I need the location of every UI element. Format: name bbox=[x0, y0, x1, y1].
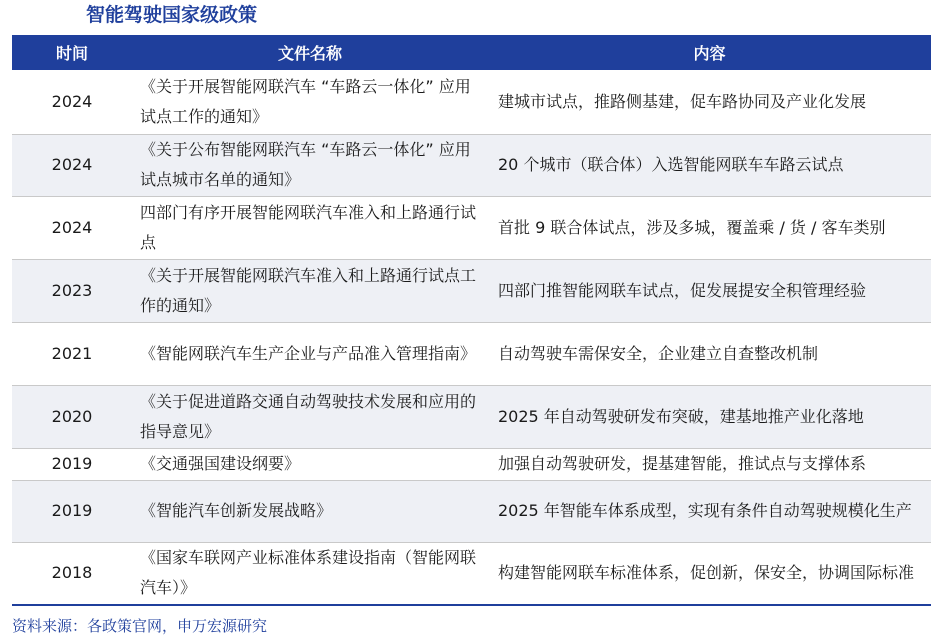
table-row bbox=[12, 448, 931, 480]
cell-content: 20 个城市（联合体）入选智能网联车车路云试点 bbox=[488, 134, 931, 196]
cell-file-name: 《交通强国建设纲要》 bbox=[132, 448, 488, 480]
column-header-time: 时间 bbox=[12, 35, 132, 70]
cell-time: 2018 bbox=[12, 542, 132, 605]
cell-time: 2019 bbox=[12, 448, 132, 480]
table-row bbox=[12, 134, 931, 196]
policy-table bbox=[12, 35, 931, 606]
table-header-row bbox=[12, 35, 931, 70]
cell-time: 2024 bbox=[12, 70, 132, 134]
cell-content: 四部门推智能网联车试点，促发展提安全积管理经验 bbox=[488, 259, 931, 322]
cell-content: 2025 年智能车体系成型，实现有条件自动驾驶规模化生产 bbox=[488, 480, 931, 542]
cell-file-name: 《关于公布智能网联汽车 “车路云一体化” 应用试点城市名单的通知》 bbox=[132, 134, 488, 196]
cell-time: 2020 bbox=[12, 385, 132, 448]
cell-file-name: 《关于促进道路交通自动驾驶技术发展和应用的指导意见》 bbox=[132, 385, 488, 448]
table-row bbox=[12, 259, 931, 322]
source-note: 资料来源：各政策官网，申万宏源研究 bbox=[12, 617, 268, 635]
cell-time: 2024 bbox=[12, 134, 132, 196]
cell-file-name: 《关于开展智能网联汽车准入和上路通行试点工作的通知》 bbox=[132, 259, 488, 322]
column-header-content: 内容 bbox=[488, 35, 931, 70]
cell-file-name: 《国家车联网产业标准体系建设指南（智能网联汽车）》 bbox=[132, 542, 488, 605]
table-row bbox=[12, 385, 931, 448]
cell-file-name: 《智能汽车创新发展战略》 bbox=[132, 480, 488, 542]
table-row bbox=[12, 196, 931, 259]
column-header-file-name: 文件名称 bbox=[132, 35, 488, 70]
cell-content: 首批 9 联合体试点，涉及多城，覆盖乘 / 货 / 客车类别 bbox=[488, 196, 931, 259]
policy-table-container bbox=[12, 35, 931, 606]
cell-content: 加强自动驾驶研发，提基建智能，推试点与支撑体系 bbox=[488, 448, 931, 480]
cell-content: 建城市试点，推路侧基建，促车路协同及产业化发展 bbox=[488, 70, 931, 134]
table-row bbox=[12, 480, 931, 542]
cell-file-name: 四部门有序开展智能网联汽车准入和上路通行试点 bbox=[132, 196, 488, 259]
page-title: 智能驾驶国家级政策 bbox=[86, 4, 258, 26]
cell-time: 2023 bbox=[12, 259, 132, 322]
cell-time: 2024 bbox=[12, 196, 132, 259]
table-row bbox=[12, 70, 931, 134]
cell-file-name: 《关于开展智能网联汽车 “车路云一体化” 应用试点工作的通知》 bbox=[132, 70, 488, 134]
cell-content: 构建智能网联车标准体系，促创新，保安全，协调国际标准 bbox=[488, 542, 931, 605]
cell-file-name: 《智能网联汽车生产企业与产品准入管理指南》 bbox=[132, 322, 488, 385]
cell-time: 2019 bbox=[12, 480, 132, 542]
cell-content: 自动驾驶车需保安全，企业建立自查整改机制 bbox=[488, 322, 931, 385]
cell-content: 2025 年自动驾驶研发布突破，建基地推产业化落地 bbox=[488, 385, 931, 448]
table-row bbox=[12, 322, 931, 385]
cell-time: 2021 bbox=[12, 322, 132, 385]
table-row bbox=[12, 542, 931, 605]
